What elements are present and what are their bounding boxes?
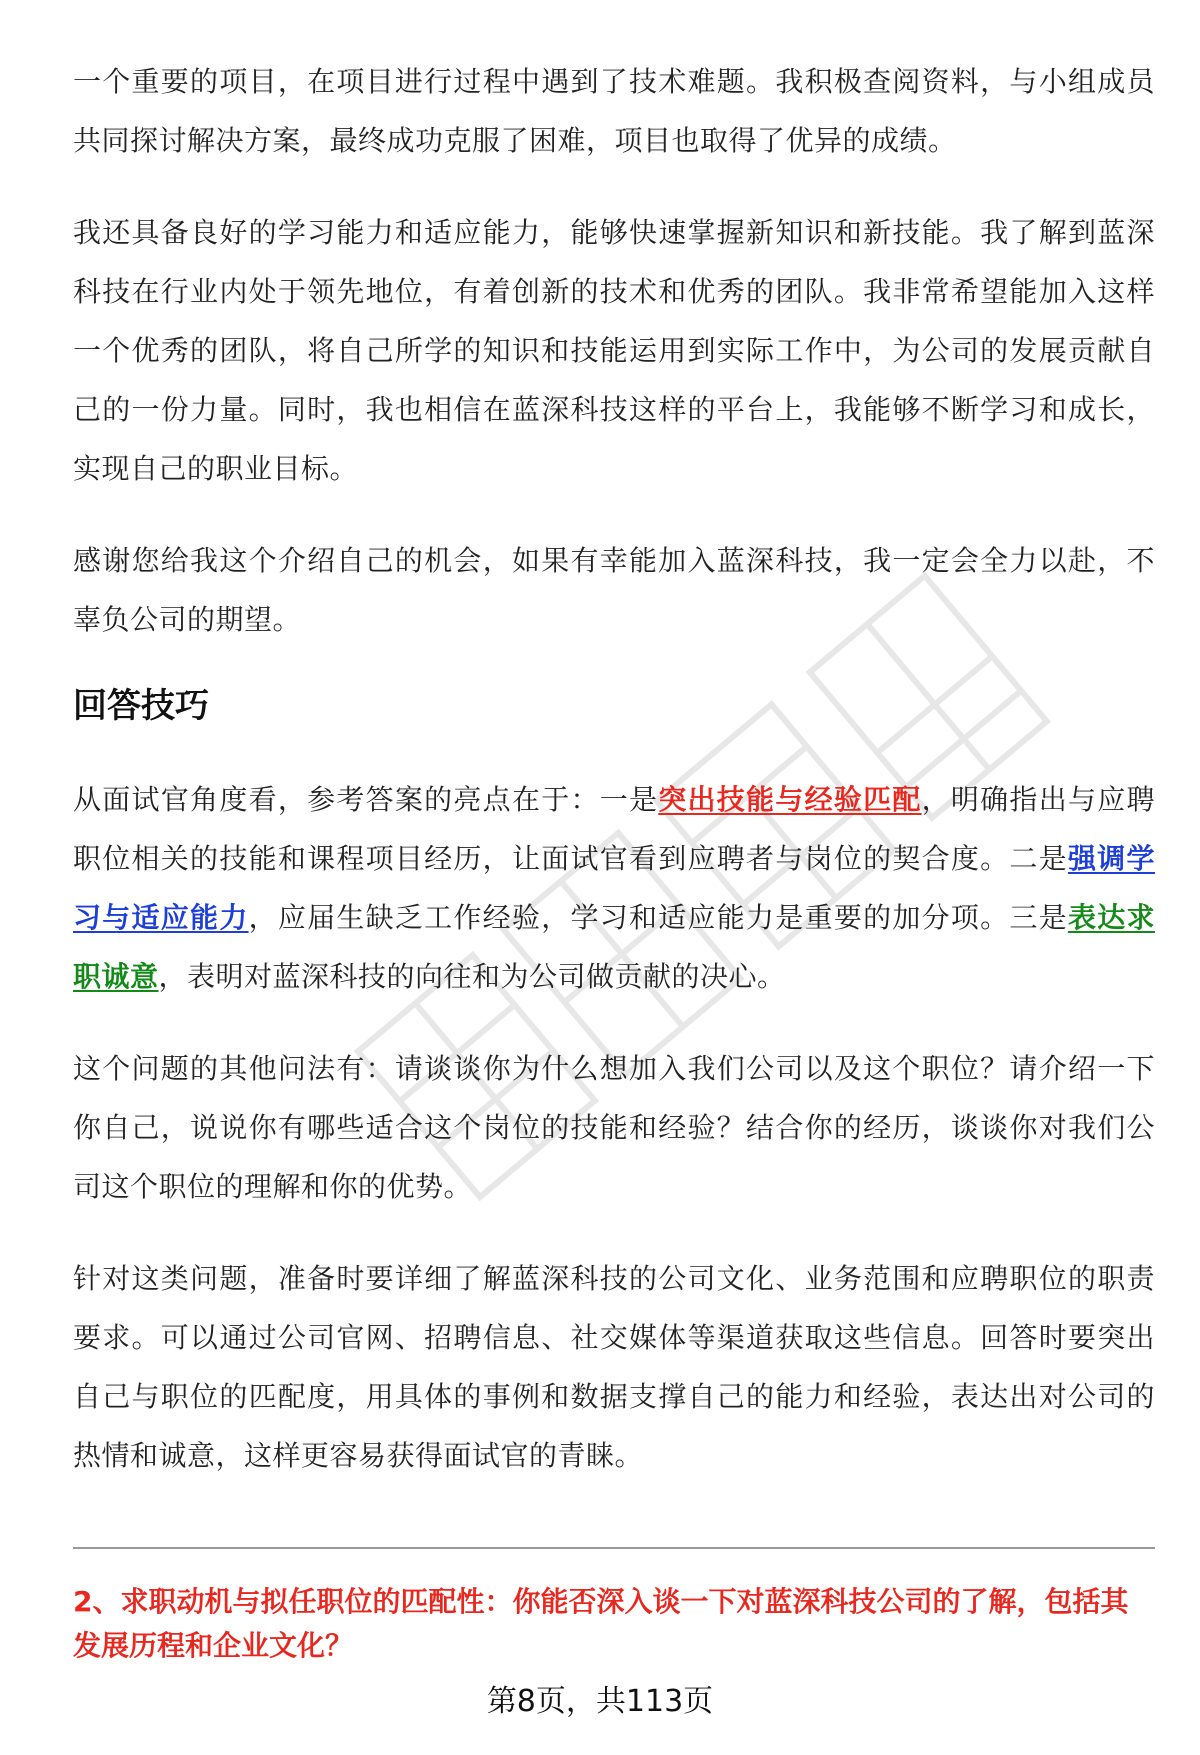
answer-paragraph-2: 我还具备良好的学习能力和适应能力，能够快速掌握新知识和新技能。我了解到蓝深科技在行业内处于领先地位，有着创新的技术和优秀的团队。我非常希望能加入这样一个优秀的团队，将自己所学的知识和技能运用到实际工作中，为公司的发展贡献自己的一份力量。同时，我也相信在蓝深科技这样的平台上，我能够不断学习和成长，实现自己的职业目标。 [73,216,1155,485]
tips-text-1: 从面试官角度看，参考答案的亮点在于：一是 [73,783,659,816]
page-number: 第8页，共113页 [486,1684,714,1719]
tips-text-4: ，表明对蓝深科技的向往和为公司做贡献的决心。 [158,960,786,993]
tips-paragraph [73,770,1155,1006]
highlight-skill-match: 突出技能与经验匹配 [658,783,922,816]
other-questions-paragraph: 这个问题的其他问法有：请谈谈你为什么想加入我们公司以及这个职位？请介绍一下你自己，说说你有哪些适合这个岗位的技能和经验？结合你的经历，谈谈你对我们公司这个职位的理解和你的优势。 [73,1052,1155,1203]
answer-paragraph-3: 感谢您给我这个介绍自己的机会，如果有幸能加入蓝深科技，我一定会全力以赴，不辜负公司的期望。 [73,544,1155,636]
tips-text-3: ，应届生缺乏工作经验，学习和适应能力是重要的加分项。三是 [248,901,1068,934]
section-divider [73,1547,1155,1549]
section-title: 回答技巧 [73,686,209,726]
highlight-learning-ability: 强调学习与适应能力 [73,842,1155,934]
document-body [73,52,1155,1518]
preparation-paragraph: 针对这类问题，准备时要详细了解蓝深科技的公司文化、业务范围和应聘职位的职责要求。可以通过公司官网、招聘信息、社交媒体等渠道获取这些信息。回答时要突出自己与职位的匹配度，用具体的事例和数据支撑自己的能力和经验，表达出对公司的热情和诚意，这样更容易获得面试官的青睐。 [73,1262,1155,1472]
highlight-sincerity: 表达求职诚意 [73,901,1155,993]
next-question: 2、求职动机与拟任职位的匹配性：你能否深入谈一下对蓝深科技公司的了解，包括其发展历程和企业文化？ [73,1585,1129,1662]
tips-text-2: ，明确指出与应聘职位相关的技能和课程项目经历，让面试官看到应聘者与岗位的契合度。二是 [73,783,1155,875]
answer-paragraph-1: 一个重要的项目，在项目进行过程中遇到了技术难题。我积极查阅资料，与小组成员共同探讨解决方案，最终成功克服了困难，项目也取得了优异的成绩。 [73,65,1155,157]
